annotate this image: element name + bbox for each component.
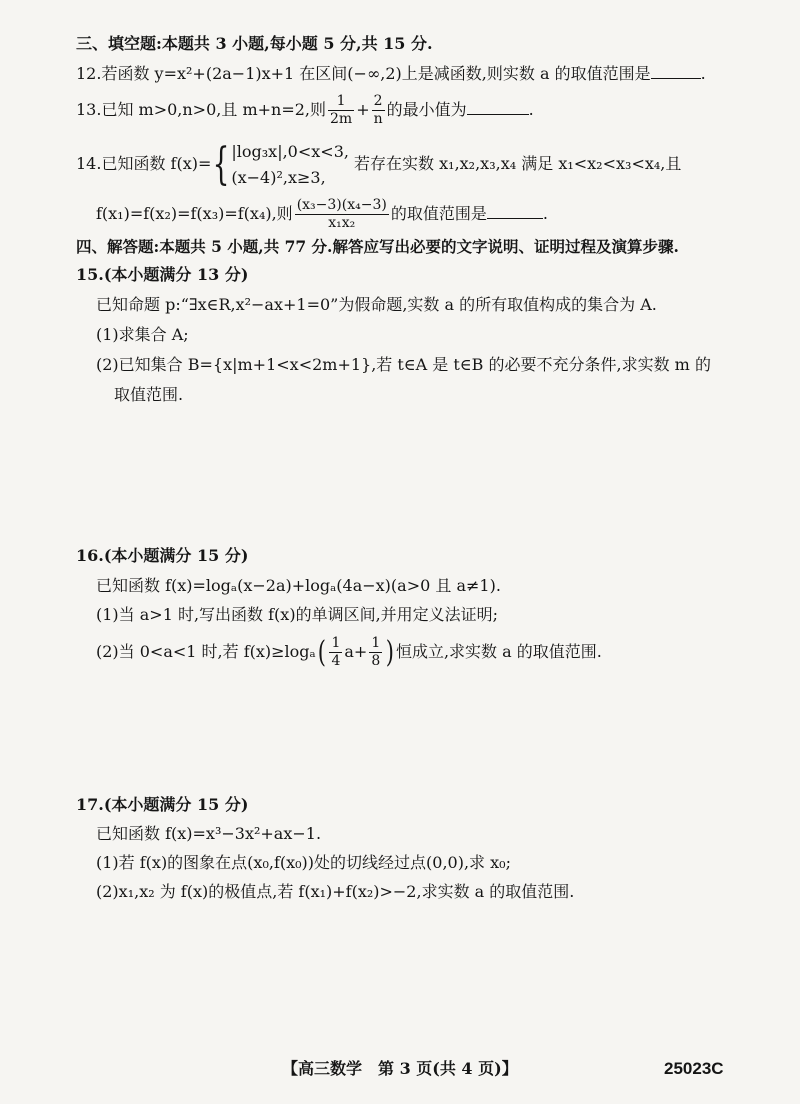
- answer-blank-12[interactable]: [651, 62, 701, 79]
- question-16-stem: 已知函数 f(x)=logₐ(x−2a)+logₐ(4a−x)(a>0 且 a≠1).: [96, 576, 501, 595]
- piecewise-cases: [231, 139, 349, 191]
- fraction-numerator: (x₃−3)(x₄−3): [296, 197, 387, 213]
- case-1: |log₃x|,0<x<3,: [231, 141, 349, 161]
- fraction-numerator: 1: [331, 635, 341, 651]
- question-13-post: 的最小值为: [386, 100, 467, 119]
- question-16-part-1: (1)当 a>1 时,写出函数 f(x)的单调区间,并用定义法证明;: [96, 605, 499, 624]
- fraction-numerator: 1: [328, 93, 354, 111]
- question-17-part-2: (2)x₁,x₂ 为 f(x)的极值点,若 f(x₁)+f(x₂)>−2,求实数 a 的取值范围.: [96, 882, 575, 901]
- question-12: [76, 62, 706, 85]
- page-footer-label: 【高三数学 第 3 页(共 4 页)】: [282, 1059, 518, 1078]
- fraction-numerator: 1: [371, 635, 381, 651]
- question-12-end: .: [700, 64, 706, 83]
- section-3-heading: 三、填空题:本题共 3 小题,每小题 5 分,共 15 分.: [76, 34, 433, 53]
- plus-sign: +: [356, 100, 370, 119]
- right-paren: ): [386, 634, 395, 670]
- fraction-1-over-4: [329, 635, 342, 670]
- question-14-line-2: [96, 194, 548, 234]
- question-14-line2-post: 的取值范围是: [390, 204, 487, 223]
- fraction-1-over-2m: [328, 93, 354, 128]
- fraction-denominator: n: [373, 111, 383, 127]
- fraction-denominator: 8: [371, 653, 381, 669]
- question-16-title: 16.(本小题满分 15 分): [76, 546, 249, 565]
- question-16-part2-mid: a+: [344, 642, 368, 661]
- question-14-line-1: [76, 138, 681, 191]
- question-14-post: 若存在实数 x₁,x₂,x₃,x₄ 满足 x₁<x₂<x₃<x₄,且: [354, 154, 682, 173]
- question-15-part-2-line-2: 取值范围.: [114, 385, 184, 404]
- fraction-denominator: 4: [331, 653, 341, 669]
- paper-code: 25023C: [664, 1059, 724, 1078]
- question-16-part2-post: 恒成立,求实数 a 的取值范围.: [395, 642, 602, 661]
- question-16-part2-pre: (2)当 0<a<1 时,若 f(x)≥logₐ: [96, 642, 316, 661]
- answer-blank-13[interactable]: [467, 98, 529, 115]
- question-13-end: .: [528, 100, 534, 119]
- question-15-part-1: (1)求集合 A;: [96, 325, 189, 344]
- question-13-pre: 13.已知 m>0,n>0,且 m+n=2,则: [76, 100, 326, 119]
- question-12-text: 12.若函数 y=x²+(2a−1)x+1 在区间(−∞,2)上是减函数,则实数 a 的取值范围是: [76, 64, 651, 83]
- fraction-denominator: x₁x₂: [328, 215, 356, 231]
- question-15-title: 15.(本小题满分 13 分): [76, 265, 249, 284]
- fraction-1-over-8: [369, 635, 382, 670]
- case-2: (x−4)²,x≥3,: [231, 167, 326, 187]
- fraction-numerator: 2: [372, 93, 385, 111]
- question-14-line2-pre: f(x₁)=f(x₂)=f(x₃)=f(x₄),则: [96, 204, 293, 223]
- question-17-part-1: (1)若 f(x)的图象在点(x₀,f(x₀))处的切线经过点(0,0),求 x₀;: [96, 853, 511, 872]
- left-brace: {: [212, 138, 230, 190]
- question-15-stem: 已知命题 p:“∃x∈R,x²−ax+1=0”为假命题,实数 a 的所有取值构成的集合为 A.: [96, 295, 657, 314]
- answer-blank-14[interactable]: [487, 202, 543, 219]
- left-paren: (: [317, 634, 326, 670]
- question-14-end: .: [542, 204, 548, 223]
- question-15-part-2-line-1: (2)已知集合 B={x|m+1<x<2m+1},若 t∈A 是 t∈B 的必要不充分条件,求实数 m 的: [96, 355, 711, 374]
- fraction-2-over-n: [372, 93, 385, 128]
- question-16-part-2: [96, 632, 602, 672]
- question-17-title: 17.(本小题满分 15 分): [76, 795, 249, 814]
- question-17-stem: 已知函数 f(x)=x³−3x²+ax−1.: [96, 824, 322, 843]
- fraction-denominator: 2m: [330, 111, 353, 127]
- question-14-pre: 14.已知函数 f(x)=: [76, 154, 212, 173]
- question-13: [76, 92, 534, 128]
- fraction-x3-x4-over-x1x2: [295, 197, 389, 232]
- section-4-heading: 四、解答题:本题共 5 小题,共 77 分.解答应写出必要的文字说明、证明过程及演算步骤.: [76, 237, 679, 256]
